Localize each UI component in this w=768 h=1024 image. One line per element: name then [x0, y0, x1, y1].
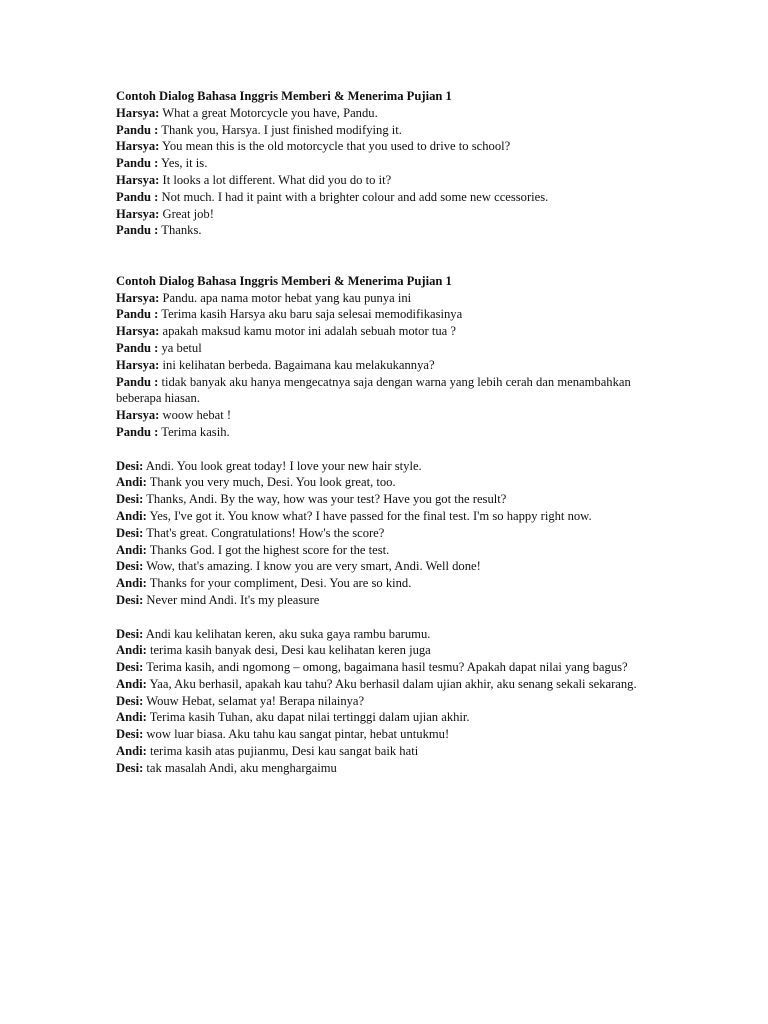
dialog-text: Terima kasih.	[158, 424, 230, 439]
dialog-section-1	[116, 88, 661, 239]
dialog-line	[116, 458, 661, 475]
dialog-text: Yes, it is.	[158, 156, 208, 171]
dialog-line	[116, 138, 661, 155]
dialog-line	[116, 172, 661, 189]
speaker-name: Pandu :	[116, 223, 159, 238]
speaker-name: Andi:	[116, 710, 147, 725]
dialog-text: apakah maksud kamu motor ini adalah sebuah motor tua ?	[159, 324, 456, 339]
speaker-name: Pandu :	[116, 307, 159, 322]
dialog-line	[116, 491, 661, 508]
speaker-name: Harsya:	[116, 172, 160, 187]
speaker-name: Harsya:	[116, 290, 160, 305]
dialog-line	[116, 357, 661, 374]
dialog-text: terima kasih atas pujianmu, Desi kau sangat baik hati	[146, 744, 419, 759]
speaker-name: Desi:	[116, 727, 144, 742]
dialog-line	[116, 693, 661, 710]
speaker-name: Pandu :	[116, 156, 159, 171]
dialog-text: Thanks, Andi. By the way, how was your test? Have you got the result?	[143, 492, 507, 507]
dialog-text: tidak banyak aku hanya mengecatnya saja dengan warna yang lebih cerah dan menambahkan beberapa hiasan.	[116, 374, 631, 406]
dialog-text: Terima kasih Tuhan, aku dapat nilai tertinggi dalam ujian akhir.	[146, 710, 470, 725]
dialog-line	[116, 592, 661, 609]
dialog-text: Never mind Andi. It's my pleasure	[143, 592, 320, 607]
dialog-line	[116, 525, 661, 542]
dialog-text: Thanks God. I got the highest score for the test.	[146, 542, 390, 557]
dialog-text: That's great. Congratulations! How's the score?	[143, 525, 385, 540]
dialog-line	[116, 189, 661, 206]
dialog-text: Thanks for your compliment, Desi. You are so kind.	[146, 576, 412, 591]
dialog-line	[116, 323, 661, 340]
dialog-text: terima kasih banyak desi, Desi kau kelihatan keren juga	[146, 643, 431, 658]
dialog-line	[116, 709, 661, 726]
speaker-name: Pandu :	[116, 374, 159, 389]
dialog-line	[116, 122, 661, 139]
dialog-line	[116, 642, 661, 659]
dialog-line	[116, 676, 661, 693]
dialog-text: What a great Motorcycle you have, Pandu.	[159, 105, 378, 120]
dialog-line	[116, 206, 661, 223]
dialog-text: Wouw Hebat, selamat ya! Berapa nilainya?	[143, 693, 365, 708]
dialog-text: Andi. You look great today! I love your new hair style.	[143, 458, 422, 473]
speaker-name: Desi:	[116, 559, 144, 574]
speaker-name: Harsya:	[116, 357, 160, 372]
dialog-line	[116, 340, 661, 357]
dialog-text: Yaa, Aku berhasil, apakah kau tahu? Aku berhasil dalam ujian akhir, aku senang sekali sekarang.	[146, 676, 637, 691]
dialog-text: woow hebat !	[159, 408, 232, 423]
speaker-name: Desi:	[116, 693, 144, 708]
dialog-title: Contoh Dialog Bahasa Inggris Memberi & Menerima Pujian 1	[116, 273, 452, 288]
speaker-name: Andi:	[116, 576, 147, 591]
dialog-text: ya betul	[158, 340, 202, 355]
dialog-text: Terima kasih, andi ngomong – omong, bagaimana hasil tesmu? Apakah dapat nilai yang bagus?	[143, 660, 628, 675]
speaker-name: Andi:	[116, 508, 147, 523]
dialog-text: Andi kau kelihatan keren, aku suka gaya rambu barumu.	[143, 626, 431, 641]
speaker-name: Harsya:	[116, 139, 160, 154]
dialog-line	[116, 424, 661, 441]
document-page	[116, 88, 661, 777]
speaker-name: Harsya:	[116, 105, 160, 120]
speaker-name: Andi:	[116, 475, 147, 490]
dialog-section-3	[116, 458, 661, 609]
dialog-text: Thanks.	[158, 223, 202, 238]
dialog-line	[116, 760, 661, 777]
dialog-text: tak masalah Andi, aku menghargaimu	[143, 760, 337, 775]
dialog-text: It looks a lot different. What did you do to it?	[159, 172, 392, 187]
dialog-line	[116, 105, 661, 122]
speaker-name: Desi:	[116, 492, 144, 507]
speaker-name: Desi:	[116, 458, 144, 473]
dialog-text: Terima kasih Harsya aku baru saja selesai memodifikasinya	[158, 307, 463, 322]
dialog-text: Great job!	[159, 206, 214, 221]
dialog-line	[116, 743, 661, 760]
speaker-name: Andi:	[116, 744, 147, 759]
dialog-line	[116, 575, 661, 592]
dialog-text: Thank you very much, Desi. You look great, too.	[146, 475, 396, 490]
dialog-line	[116, 474, 661, 491]
dialog-text: Not much. I had it paint with a brighter colour and add some new ccessories.	[158, 189, 549, 204]
dialog-section-4	[116, 626, 661, 777]
speaker-name: Pandu :	[116, 340, 159, 355]
speaker-name: Pandu :	[116, 424, 159, 439]
dialog-line	[116, 374, 661, 408]
dialog-title: Contoh Dialog Bahasa Inggris Memberi & Menerima Pujian 1	[116, 89, 452, 103]
dialog-section-2	[116, 273, 661, 441]
speaker-name: Harsya:	[116, 324, 160, 339]
dialog-line	[116, 542, 661, 559]
dialog-line	[116, 508, 661, 525]
dialog-line	[116, 558, 661, 575]
dialog-line	[116, 222, 661, 239]
dialog-line	[116, 407, 661, 424]
dialog-text: Yes, I've got it. You know what? I have passed for the final test. I'm so happy right now.	[146, 508, 592, 523]
speaker-name: Harsya:	[116, 408, 160, 423]
speaker-name: Andi:	[116, 542, 147, 557]
dialog-text: You mean this is the old motorcycle that you used to drive to school?	[159, 139, 511, 154]
speaker-name: Desi:	[116, 525, 144, 540]
dialog-line	[116, 290, 661, 307]
dialog-line	[116, 726, 661, 743]
speaker-name: Desi:	[116, 626, 144, 641]
speaker-name: Andi:	[116, 643, 147, 658]
dialog-text: Thank you, Harsya. I just finished modifying it.	[158, 122, 402, 137]
speaker-name: Andi:	[116, 676, 147, 691]
dialog-text: Wow, that's amazing. I know you are very smart, Andi. Well done!	[143, 559, 481, 574]
speaker-name: Desi:	[116, 592, 144, 607]
dialog-line	[116, 659, 661, 676]
dialog-text: ini kelihatan berbeda. Bagaimana kau melakukannya?	[159, 357, 435, 372]
dialog-text: wow luar biasa. Aku tahu kau sangat pintar, hebat untukmu!	[143, 727, 450, 742]
speaker-name: Harsya:	[116, 206, 160, 221]
speaker-name: Pandu :	[116, 122, 159, 137]
dialog-line	[116, 155, 661, 172]
dialog-text: Pandu. apa nama motor hebat yang kau punya ini	[159, 290, 412, 305]
speaker-name: Desi:	[116, 660, 144, 675]
dialog-line	[116, 306, 661, 323]
dialog-line	[116, 626, 661, 643]
speaker-name: Desi:	[116, 760, 144, 775]
speaker-name: Pandu :	[116, 189, 159, 204]
